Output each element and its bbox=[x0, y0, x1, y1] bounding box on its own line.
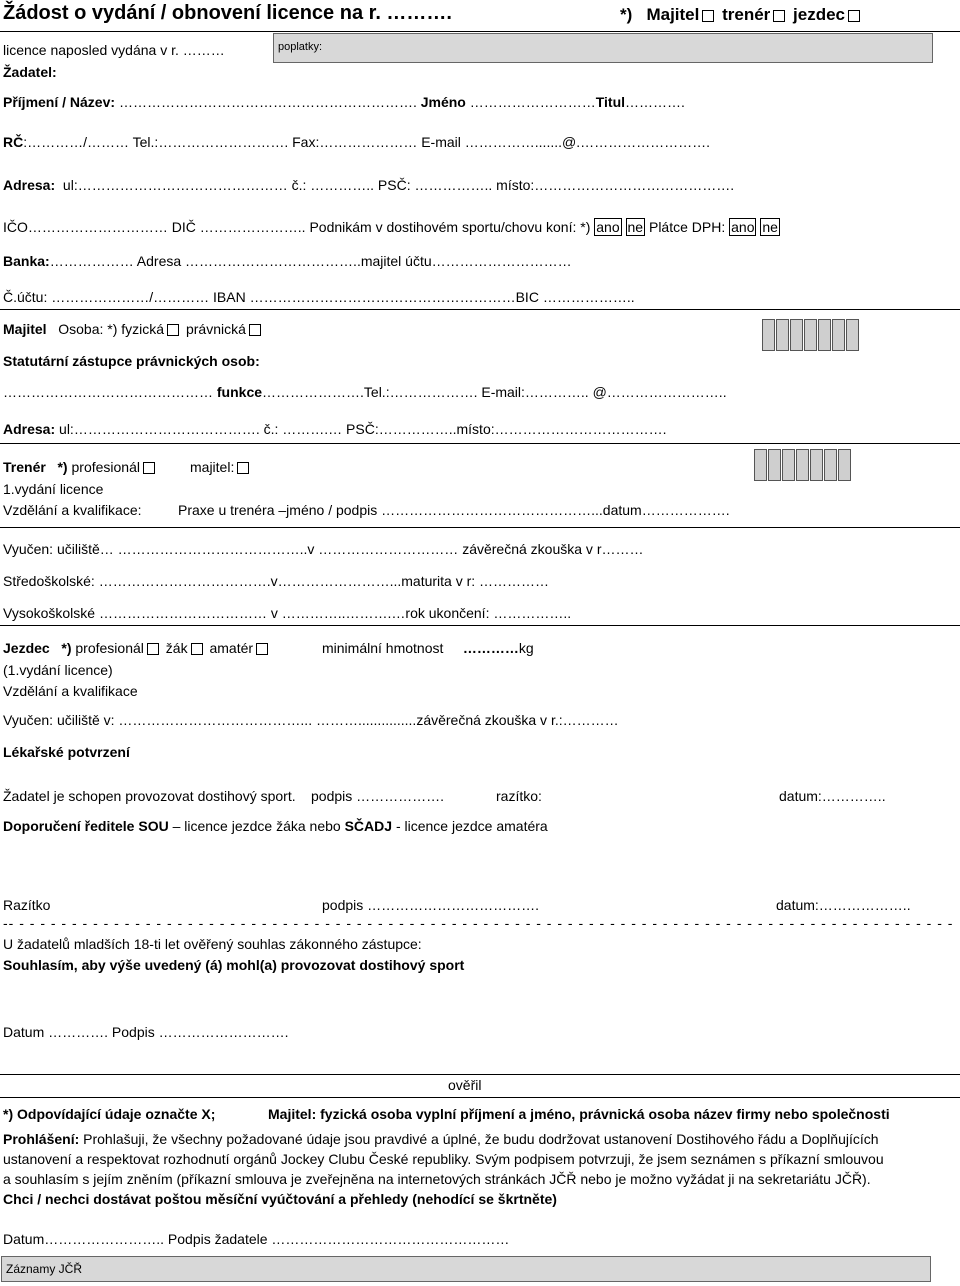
trainer-code-cells[interactable] bbox=[754, 449, 852, 481]
vat-label: Plátce DPH: bbox=[648, 219, 726, 235]
role-trainer-label: trenér bbox=[722, 5, 771, 24]
divider bbox=[0, 527, 960, 528]
name-label: Jméno bbox=[420, 94, 466, 110]
trainer-label: Trenér bbox=[3, 459, 46, 475]
last-issued: licence naposled vydána v r. ……… bbox=[3, 42, 225, 58]
medical-sign-field[interactable]: podpis ………………. bbox=[311, 788, 445, 804]
legal-person-checkbox[interactable] bbox=[249, 324, 261, 336]
address2-label: Adresa: bbox=[3, 421, 56, 437]
stamp-sign-field[interactable]: podpis ………………………………. bbox=[322, 897, 540, 913]
bank-label: Banka: bbox=[3, 253, 50, 269]
divider bbox=[0, 443, 960, 444]
role-jockey-checkbox[interactable] bbox=[848, 10, 860, 22]
role-owner-checkbox[interactable] bbox=[702, 10, 714, 22]
stamp-label: Razítko bbox=[3, 897, 51, 913]
medical-stamp-label: razítko: bbox=[496, 788, 542, 804]
natural-person-checkbox[interactable] bbox=[167, 324, 179, 336]
bank-row bbox=[3, 253, 572, 269]
account-row[interactable]: Č.účtu: …………………/………… IBAN …………………………………………………BIC ……………….. bbox=[3, 289, 635, 305]
trainer-owner-checkbox[interactable] bbox=[237, 462, 249, 474]
role-jockey-label: jezdec bbox=[793, 5, 845, 24]
declaration-line1 bbox=[3, 1131, 879, 1147]
medical-heading: Lékařské potvrzení bbox=[3, 744, 130, 760]
address2-field[interactable]: ul:…………………………………. č.: ……….… PSČ:……………..místo:………………………………. bbox=[55, 421, 667, 437]
jockey-student-checkbox[interactable] bbox=[191, 643, 203, 655]
code-cell[interactable] bbox=[824, 449, 837, 481]
trainer-owner-label: majitel: bbox=[190, 459, 235, 475]
recommendation-text1: – licence jezdce žáka nebo bbox=[168, 818, 345, 834]
business-no-option[interactable]: ne bbox=[627, 219, 644, 235]
divider bbox=[0, 1074, 960, 1075]
fees-field[interactable] bbox=[273, 33, 933, 63]
code-cell[interactable] bbox=[810, 449, 823, 481]
cut-line: -- - - - - - - - - - - - - - - - - - - - - - - - - - - - - - - - - - - - - - - - - - - - - - - - - - - - - - - - - - - - - - - - - - - - - - - - - - - - - - - - - - - - - - - - - - bbox=[3, 915, 954, 931]
vat-no-option[interactable]: ne bbox=[762, 219, 778, 235]
divider bbox=[0, 309, 960, 310]
code-cell[interactable] bbox=[818, 319, 831, 351]
statutory-name-field[interactable]: ……………………………………… bbox=[3, 384, 217, 400]
surname-label: Příjmení / Název: bbox=[3, 94, 116, 110]
min-weight-label: minimální hmotnost bbox=[322, 640, 444, 656]
jockey-student-label: žák bbox=[165, 640, 188, 656]
address-field[interactable]: ul:……………………………………… č.: ………….. PSČ: …………….. místo:……………………………………. bbox=[62, 177, 735, 193]
stamp-date-field[interactable]: datum:……………….. bbox=[776, 897, 911, 913]
code-cell[interactable] bbox=[838, 449, 851, 481]
role-marker: *) bbox=[620, 5, 633, 24]
owner-label: Majitel bbox=[3, 321, 47, 337]
trainer-university-field[interactable]: Vysokoškolské ……………………………… v …………..……….…rok ukončení: …………….. bbox=[3, 605, 572, 621]
recommendation-scadj: SČADJ bbox=[344, 818, 393, 834]
trainer-professional-label: profesionál bbox=[71, 459, 140, 475]
ico-row bbox=[3, 219, 780, 235]
trainer-education-label: Vzdělání a kvalifikace: bbox=[3, 502, 142, 518]
trainer-secondary-field[interactable]: Středoškolské: ……………………………….v……………………...maturita v r: …………… bbox=[3, 573, 550, 589]
person-label: Osoba: *) fyzická bbox=[58, 321, 165, 337]
address-label: Adresa: bbox=[3, 177, 56, 193]
role-trainer-checkbox[interactable] bbox=[773, 10, 785, 22]
statutory-heading: Statutární zástupce právnických osob: bbox=[3, 353, 260, 369]
minor-text: U žadatelů mladších 18-ti let ověřený souhlas zákonného zástupce: bbox=[3, 936, 422, 952]
divider bbox=[0, 1097, 960, 1098]
rc-row bbox=[3, 134, 710, 150]
weight-unit: kg bbox=[518, 640, 534, 656]
jockey-row bbox=[3, 640, 271, 656]
code-cell[interactable] bbox=[846, 319, 859, 351]
minor-date-sign-field[interactable]: Datum …………. Podpis ………………………. bbox=[3, 1024, 289, 1040]
trainer-row bbox=[3, 459, 158, 475]
jockey-label: Jezdec bbox=[3, 640, 50, 656]
medical-able-text: Žadatel je schopen provozovat dostihový sport. bbox=[3, 788, 296, 804]
code-cell[interactable] bbox=[754, 449, 767, 481]
owner-code-cells[interactable] bbox=[762, 319, 860, 351]
declaration-line2: ustanovení a respektovat rozhodnutí orgánů Jockey Clubu České republiky. Svým podpisem potvrzuji, že jsem seznámen s příkazní smlouvou bbox=[3, 1151, 884, 1167]
jockey-first-issue: (1.vydání licence) bbox=[3, 662, 113, 678]
recommendation-line bbox=[3, 818, 548, 834]
divider bbox=[0, 625, 960, 626]
jockey-professional-checkbox[interactable] bbox=[147, 643, 159, 655]
medical-date-field[interactable]: datum:………….. bbox=[779, 788, 886, 804]
owner-note: Majitel: fyzická osoba vyplní příjmení a jméno, právnická osoba název firmy nebo společnosti bbox=[268, 1106, 890, 1122]
page-title: Žádost o vydání / obnovení licence na r. ………. bbox=[3, 2, 452, 24]
ico-line[interactable]: IČO………………………… DIČ ………………….. Podnikám v dostihovém sportu/chovu koní: *) bbox=[3, 219, 591, 235]
declaration-line3: a souhlasím s jejím zněním (příkazní smlouva je zveřejněna na internetových stránkách JČŘ nebo je možno vyžádat ji na sekretariátu JČŘ). bbox=[3, 1171, 871, 1187]
applicant-sign-field[interactable]: Datum…………………….. Podpis žadatele …………………………………………… bbox=[3, 1231, 510, 1247]
records-box bbox=[1, 1256, 931, 1282]
declaration-label: Prohlášení: bbox=[3, 1131, 80, 1147]
function-label: funkce bbox=[216, 384, 263, 400]
role-owner-label: Majitel bbox=[646, 5, 700, 24]
fees-label: poplatky: bbox=[278, 41, 323, 53]
jockey-education-label: Vzdělání a kvalifikace bbox=[3, 683, 138, 699]
trainer-professional-checkbox[interactable] bbox=[143, 462, 155, 474]
mail-preference[interactable]: Chci / nechci dostávat poštou měsíční vyúčtování a přehledy (nehodící se škrtněte) bbox=[3, 1191, 557, 1207]
code-cell[interactable] bbox=[762, 319, 775, 351]
role-selector bbox=[620, 5, 863, 25]
legal-label: právnická bbox=[185, 321, 246, 337]
recommendation-director: Doporučení ředitele SOU bbox=[3, 818, 169, 834]
trainer-first-issue: 1.vydání licence bbox=[3, 481, 104, 497]
code-cell[interactable] bbox=[782, 449, 795, 481]
code-cell[interactable] bbox=[796, 449, 809, 481]
title-field[interactable]: …………. bbox=[625, 94, 685, 110]
records-label: Záznamy JČŘ bbox=[6, 1262, 83, 1276]
jockey-apprentice-field[interactable]: Vyučen: učiliště v: …………………………………... ………...............závěrečná zkouška v r.:………… bbox=[3, 712, 619, 728]
code-cell[interactable] bbox=[768, 449, 781, 481]
minor-consent: Souhlasím, aby výše uvedený (á) mohl(a) provozovat dostihový sport bbox=[3, 957, 465, 973]
surname-field[interactable]: ………………………………………………………. bbox=[118, 94, 417, 110]
trainer-owner bbox=[190, 459, 252, 475]
jockey-professional-label: profesionál bbox=[75, 640, 144, 656]
divider bbox=[0, 31, 960, 32]
statutory-contact-field[interactable]: ………………….Tel.:………………. E-mail:………….. @…………………….. bbox=[262, 384, 727, 400]
code-cell[interactable] bbox=[790, 319, 803, 351]
rc-label: RČ bbox=[3, 134, 24, 150]
verified-label: ověřil bbox=[448, 1077, 482, 1093]
applicant-heading: Žadatel: bbox=[3, 64, 57, 80]
address-row bbox=[3, 177, 734, 193]
address2-row bbox=[3, 421, 667, 437]
code-cell[interactable] bbox=[776, 319, 789, 351]
trainer-practice-field[interactable]: Praxe u trenéra –jméno / podpis ………………………………………...datum………………. bbox=[178, 502, 730, 518]
trainer-apprentice-field[interactable]: Vyučen: učiliště… …………………………………..v ………………………… závěrečná zkouška v r……… bbox=[3, 541, 644, 557]
owner-type-row bbox=[3, 321, 264, 337]
name-field[interactable]: ……………………… bbox=[469, 94, 596, 110]
title-label: Titul bbox=[595, 94, 626, 110]
jockey-marker: *) bbox=[61, 640, 72, 656]
business-yes-option[interactable]: ano bbox=[596, 219, 620, 235]
min-weight-field[interactable]: ………… bbox=[462, 640, 519, 656]
min-weight bbox=[322, 640, 534, 656]
vat-yes-option[interactable]: ano bbox=[731, 219, 755, 235]
declaration-text1: Prohlašuji, že všechny požadované údaje jsou pravdivé a úplné, že budu dodržovat ustanovení Dostihového řádu a Doplňujících bbox=[79, 1131, 879, 1147]
jockey-amateur-checkbox[interactable] bbox=[256, 643, 268, 655]
recommendation-text2: - licence jezdce amatéra bbox=[392, 818, 548, 834]
rc-field[interactable]: :…………/……… Tel.:………………………. Fax:………………… E-mail …………….......@.………………………. bbox=[23, 134, 710, 150]
surname-row bbox=[3, 94, 685, 110]
marker-note: *) Odpovídající údaje označte X; bbox=[3, 1106, 216, 1122]
bank-field[interactable]: ……………… Adresa ………………………………..majitel účtu………………………… bbox=[49, 253, 572, 269]
jockey-amateur-label: amatér bbox=[209, 640, 254, 656]
code-cell[interactable] bbox=[804, 319, 817, 351]
statutory-row bbox=[3, 384, 727, 400]
trainer-marker: *) bbox=[57, 459, 68, 475]
code-cell[interactable] bbox=[832, 319, 845, 351]
